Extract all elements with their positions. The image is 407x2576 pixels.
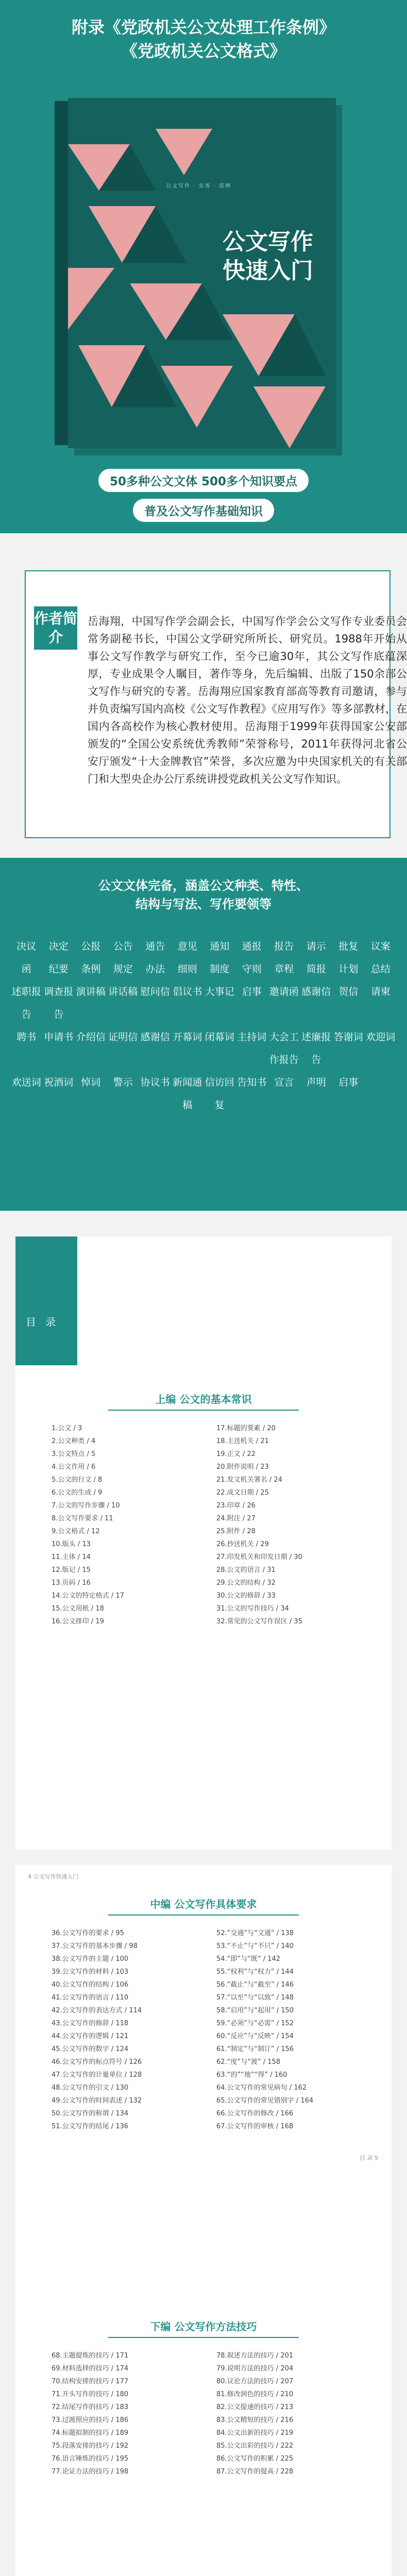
- toc-entry: 81.修改润色的技巧 / 210: [216, 2391, 294, 2398]
- toc-entry: 62.“度”与“渡” / 158: [216, 2058, 281, 2066]
- toc-page: [15, 1236, 392, 1850]
- type-chip: 大会工作报告: [269, 1031, 299, 1065]
- part2-title: 中编 公文写作具体要求: [150, 1898, 257, 1910]
- selling-point-row-1: [0, 469, 407, 492]
- type-chip: 章程: [274, 963, 294, 975]
- type-chip: 决议: [16, 941, 37, 952]
- toc-entry: 22.成文日期 / 25: [216, 1489, 269, 1497]
- type-chip: 决定: [48, 941, 69, 952]
- hero-title-line1: 附录《党政机关公文处理工作条例》: [71, 18, 335, 37]
- type-chip: 简报: [306, 963, 326, 975]
- toc-entry: 82.公文提速的技巧 / 213: [216, 2403, 294, 2411]
- toc-entry: 69.材料选择的技巧 / 174: [52, 2365, 129, 2372]
- toc-entry: 70.结构安排的技巧 / 177: [52, 2378, 129, 2385]
- toc-entry: 7.公文的写作步骤 / 10: [52, 1502, 120, 1510]
- hero-title: [0, 15, 407, 63]
- toc-entry: 57.“以至”与“以致” / 148: [216, 1994, 294, 2002]
- toc-entry: 84.公文出新的技巧 / 219: [216, 2429, 294, 2437]
- toc-entry: 41.公文写作的语言 / 110: [52, 1994, 129, 2002]
- toc-entry: 37.公文写作的基本步骤 / 98: [52, 1942, 138, 1950]
- toc-entry: 79.说明方法的技巧 / 204: [216, 2365, 294, 2372]
- toc-corner: [15, 1236, 77, 1365]
- author-bio: 岳海翔，中国写作学会副会长，中国写作学会公文写作专业委员会常务副秘书长，中国公文学研究所所长、研究员。1988年开始从事公文写作教学与研究工作，至今已逾30年，其公文写作底蕴深厚，专业成果令人瞩目，著作等身，先后编辑、出版了150余部公文写作与研究的专著。岳海翔应国家教育部高等教育司邀请，参与并负责编写国内高校《公文写作教程》《应用写作》等多部教材，在国内各高校作为核心教材使用。岳海翔于1999年获得国家公安部颁发的“全国公安系统优秀教师”荣誉称号，2011年获得河北省公安厅颁发“十大金牌教官”荣誉，多次应邀为中央国家机关的有关部门和大型央企办公厅系统讲授党政机关公文写作知识。: [88, 615, 407, 785]
- type-chip: 欢迎词: [366, 1031, 396, 1043]
- toc-entry: 20.附件说明 / 23: [216, 1463, 269, 1471]
- type-chip: 感谢信: [301, 986, 331, 997]
- toc-column-left: [52, 1927, 196, 2133]
- toc-entry: 63.“的”“地”“得” / 160: [216, 2071, 287, 2079]
- type-chip: 倡议书: [173, 986, 202, 997]
- toc-entry: 32.常见的公文写作误区 / 35: [216, 1618, 302, 1625]
- toc-entry: 14.公文的特定格式 / 17: [52, 1592, 124, 1600]
- toc-columns: [52, 1927, 361, 2133]
- toc-entry: 2.公文种类 / 4: [52, 1437, 96, 1445]
- toc-entry: 51.公文写作的结尾 / 136: [52, 2123, 129, 2130]
- toc-entry: 29.公文的结构 / 32: [216, 1579, 276, 1587]
- hero-banner: [0, 0, 407, 533]
- toc-entry: 40.公文写作的结构 / 106: [52, 1981, 129, 1989]
- toc-column-right: [216, 2349, 361, 2478]
- toc-entry: 56.“截止”与“截至” / 146: [216, 1981, 294, 1989]
- toc-entry: 54.“即”与“既” / 142: [216, 1955, 281, 1963]
- part1-rule: [108, 1410, 299, 1411]
- toc-entry: 10.版头 / 13: [52, 1540, 91, 1548]
- toc-entry: 68.主题提炼的技巧 / 171: [52, 2352, 129, 2360]
- toc-entry: 30.公文的修辞 / 33: [216, 1592, 276, 1600]
- selling-point-row-2: [0, 499, 407, 522]
- toc-entry: 52.“交通”与“文通” / 138: [216, 1929, 294, 1937]
- toc-entry: 60.“反应”与“反映” / 154: [216, 2032, 294, 2040]
- type-chip: 通告: [145, 941, 165, 952]
- toc-column-right: [216, 1927, 361, 2133]
- toc-entry: 4.公文作用 / 6: [52, 1463, 96, 1471]
- type-chip: 批复: [338, 941, 359, 952]
- toc-column-right: [216, 1422, 361, 1628]
- type-chip: 宣言: [274, 1077, 294, 1088]
- toc-entry: 61.“制定”与“制订” / 156: [216, 2045, 294, 2053]
- type-chip: 感谢信: [140, 1031, 170, 1043]
- toc-page-2: [15, 1865, 392, 2576]
- toc-entry: 18.主送机关 / 21: [216, 1437, 269, 1445]
- type-chip: 请示: [306, 941, 326, 952]
- toc-entry: 9.公文格式 / 12: [52, 1528, 100, 1535]
- author-section: [0, 533, 407, 858]
- type-chip: 调查报告: [44, 986, 74, 1020]
- toc-entry: 27.印发机关和印发日期 / 30: [216, 1553, 302, 1561]
- type-chip: 报告: [274, 941, 294, 952]
- toc-entry: 87.公文写作的提高 / 228: [216, 2468, 294, 2476]
- types-title-line1: 公文文体完备，涵盖公文种类、特性、: [98, 878, 309, 893]
- article-types-section: [0, 858, 407, 1211]
- type-chip: 答谢词: [333, 1031, 363, 1043]
- toc-entry: 13.页码 / 16: [52, 1579, 91, 1587]
- type-chip: 告知书: [237, 1077, 267, 1088]
- type-chip: 总结: [370, 963, 391, 975]
- type-chip: 细则: [177, 963, 197, 975]
- type-chip: 条例: [81, 963, 101, 975]
- toc-entry: 76.语言锤炼的技巧 / 195: [52, 2455, 129, 2463]
- toc-entry: 85.公文出彩的技巧 / 222: [216, 2442, 294, 2450]
- type-chip: 述职报告: [11, 986, 41, 1020]
- type-chip: 意见: [177, 941, 197, 952]
- toc-entry: 50.公文写作的称谓 / 134: [52, 2110, 129, 2117]
- type-chip: 制度: [210, 963, 230, 975]
- type-chip: 闭幕词: [205, 1031, 234, 1043]
- toc-label: 目 录: [26, 1316, 59, 1328]
- part3-title: 下编 公文写作方法技巧: [150, 2320, 257, 2333]
- toc-entry: 1.公文 / 3: [52, 1425, 82, 1432]
- toc-entry: 11.主体 / 14: [52, 1553, 91, 1561]
- toc-column-left: [52, 1422, 196, 1628]
- toc-entry: 8.公文写作要求 / 11: [52, 1515, 113, 1522]
- type-chip: 祝酒词: [44, 1077, 74, 1088]
- toc-entry: 59.“必须”与“必需” / 152: [216, 2020, 294, 2027]
- toc-entry: 26.抄送机关 / 29: [216, 1540, 269, 1548]
- toc-entry: 39.公文写作的材料 / 103: [52, 1968, 129, 1976]
- type-chip: 邀请函: [269, 986, 299, 997]
- toc-entry: 19.正文 / 22: [216, 1450, 256, 1458]
- toc-entry: 38.公文写作的主题 / 100: [52, 1955, 129, 1963]
- toc-columns: [52, 1422, 361, 1628]
- type-chip: 警示: [113, 1077, 133, 1088]
- type-chip: 协议书: [140, 1077, 170, 1088]
- toc-entry: 77.论证方法的技巧 / 198: [52, 2468, 129, 2476]
- type-chip: 证明信: [108, 1031, 138, 1043]
- toc-entry: 44.公文写作的逻辑 / 121: [52, 2032, 129, 2040]
- toc-entry: 64.公文写作的常见病句 / 162: [216, 2084, 307, 2092]
- toc-entry: 46.公文写作的标点符号 / 126: [52, 2058, 142, 2066]
- toc-column-left: [52, 2349, 196, 2478]
- toc-entry: 83.公文精短的技巧 / 216: [216, 2416, 294, 2424]
- type-chip: 讲话稿: [108, 986, 138, 997]
- toc-entry: 55.“权利”与“权力” / 144: [216, 1968, 294, 1976]
- type-chip: 公报: [81, 941, 101, 952]
- toc-entry: 16.公文排印 / 19: [52, 1618, 104, 1625]
- type-chip: 开幕词: [173, 1031, 202, 1043]
- types-grid: [10, 935, 397, 1116]
- type-chip: 述廉报告: [301, 1031, 331, 1065]
- type-chip: 办法: [145, 963, 165, 975]
- page-header-right: 目 录 5: [360, 2155, 378, 2161]
- hero-title-line2: 《党政机关公文格式》: [121, 41, 286, 61]
- toc-entry: 25.附件 / 28: [216, 1528, 256, 1535]
- type-chip: 函: [21, 963, 31, 975]
- toc-entry: 31.公文的写作技巧 / 34: [216, 1605, 289, 1613]
- selling-point-pill: 普及公文写作基础知识: [133, 499, 274, 522]
- part1-title: 上编 公文的基本常识: [155, 1393, 252, 1405]
- type-chip: 通知: [210, 941, 230, 952]
- toc-entry: 66.公文写作的修改 / 166: [216, 2110, 294, 2117]
- toc-entry: 24.附注 / 27: [216, 1515, 256, 1522]
- toc-entry: 43.公文写作的修辞 / 118: [52, 2020, 129, 2027]
- types-title: [0, 876, 407, 913]
- toc-entry: 47.公文写作的计量单位 / 128: [52, 2071, 142, 2079]
- book-cover: [68, 98, 336, 448]
- type-chip: 公告: [113, 941, 133, 952]
- type-chip: 申请书: [44, 1031, 74, 1043]
- toc-entry: 73.过渡照应的技巧 / 186: [52, 2416, 129, 2424]
- type-chip: 声明: [306, 1077, 326, 1088]
- type-chip: 请柬: [370, 986, 391, 997]
- type-chip: 介绍信: [76, 1031, 106, 1043]
- toc-entry: 17.标题的要素 / 20: [216, 1425, 276, 1432]
- toc-entry: 71.开头写作的技巧 / 180: [52, 2391, 129, 2398]
- toc-entry: 65.公文写作的常见错别字 / 164: [216, 2097, 314, 2105]
- type-chip: 议案: [370, 941, 391, 952]
- part3-rule: [108, 2337, 299, 2338]
- toc-entry: 75.段落安排的技巧 / 192: [52, 2442, 129, 2450]
- toc-entry: 49.公文写作的时间表述 / 132: [52, 2097, 142, 2105]
- author-card: [25, 570, 407, 838]
- toc-entry: 80.议论方法的技巧 / 207: [216, 2378, 294, 2385]
- toc-entry: 78.叙述方法的技巧 / 201: [216, 2352, 294, 2360]
- book-series-label: 公文写作 · 实务 · 范例: [166, 183, 232, 189]
- toc-entry: 42.公文写作的表达方式 / 114: [52, 2007, 142, 2014]
- type-chip: 贺信: [338, 986, 359, 997]
- part2-rule: [108, 1914, 299, 1916]
- toc-entry: 12.版记 / 15: [52, 1566, 91, 1574]
- type-chip: 启事: [242, 986, 262, 997]
- toc-entry: 86.公文写作的积累 / 225: [216, 2455, 294, 2463]
- toc-entry: 3.公文特点 / 5: [52, 1450, 96, 1458]
- type-chip: 纪要: [48, 963, 69, 975]
- type-chip: 主持词: [237, 1031, 267, 1043]
- type-chip: 聘书: [16, 1031, 37, 1043]
- toc-entry: 74.标题拟制的技巧 / 189: [52, 2429, 129, 2437]
- type-chip: 守则: [242, 963, 262, 975]
- toc-columns: [52, 2349, 361, 2478]
- toc-entry: 23.印章 / 26: [216, 1502, 256, 1510]
- type-chip: 通报: [242, 941, 262, 952]
- toc-entry: 67.公文写作的审核 / 168: [216, 2123, 294, 2130]
- type-chip: 信访回复: [205, 1077, 234, 1111]
- type-chip: 演讲稿: [76, 986, 106, 997]
- type-chip: 欢送词: [11, 1077, 41, 1088]
- toc-entry: 28.公文的语言 / 31: [216, 1566, 276, 1574]
- toc-entry: 15.公文用纸 / 18: [52, 1605, 104, 1613]
- toc-entry: 53.“不止”与“不只” / 140: [216, 1942, 294, 1950]
- types-title-line2: 结构与写法、写作要领等: [135, 897, 272, 911]
- toc-entry: 48.公文写作的引文 / 130: [52, 2084, 129, 2092]
- type-chip: 悼词: [81, 1077, 101, 1088]
- toc-entry: 72.结尾写作的技巧 / 183: [52, 2403, 129, 2411]
- toc-entry: 5.公文的行文 / 8: [52, 1476, 103, 1484]
- toc-entry: 6.公文的生成 / 9: [52, 1489, 103, 1497]
- type-chip: 大事记: [205, 986, 234, 997]
- toc-entry: 21.发文机关署名 / 24: [216, 1476, 282, 1484]
- book-title: 公文写作快速入门: [223, 229, 313, 283]
- book-spine: [55, 101, 68, 445]
- type-chip: 规定: [113, 963, 133, 975]
- page-header-left: 4 公文写作快速入门: [28, 1873, 79, 1880]
- toc-entry: 36.公文写作的要求 / 95: [52, 1929, 124, 1937]
- type-chip: 慰问信: [140, 986, 170, 997]
- type-chip: 新闻通稿: [173, 1077, 202, 1111]
- toc-entry: 45.公文写作的数字 / 124: [52, 2045, 129, 2053]
- toc-entry: 58.“启用”与“起用” / 150: [216, 2007, 294, 2014]
- type-chip: 计划: [338, 963, 359, 975]
- type-chip: 启事: [338, 1077, 359, 1088]
- selling-point-pill: 50多种公文文体 500多个知识要点: [98, 469, 309, 492]
- author-badge: 作者简介: [34, 606, 77, 650]
